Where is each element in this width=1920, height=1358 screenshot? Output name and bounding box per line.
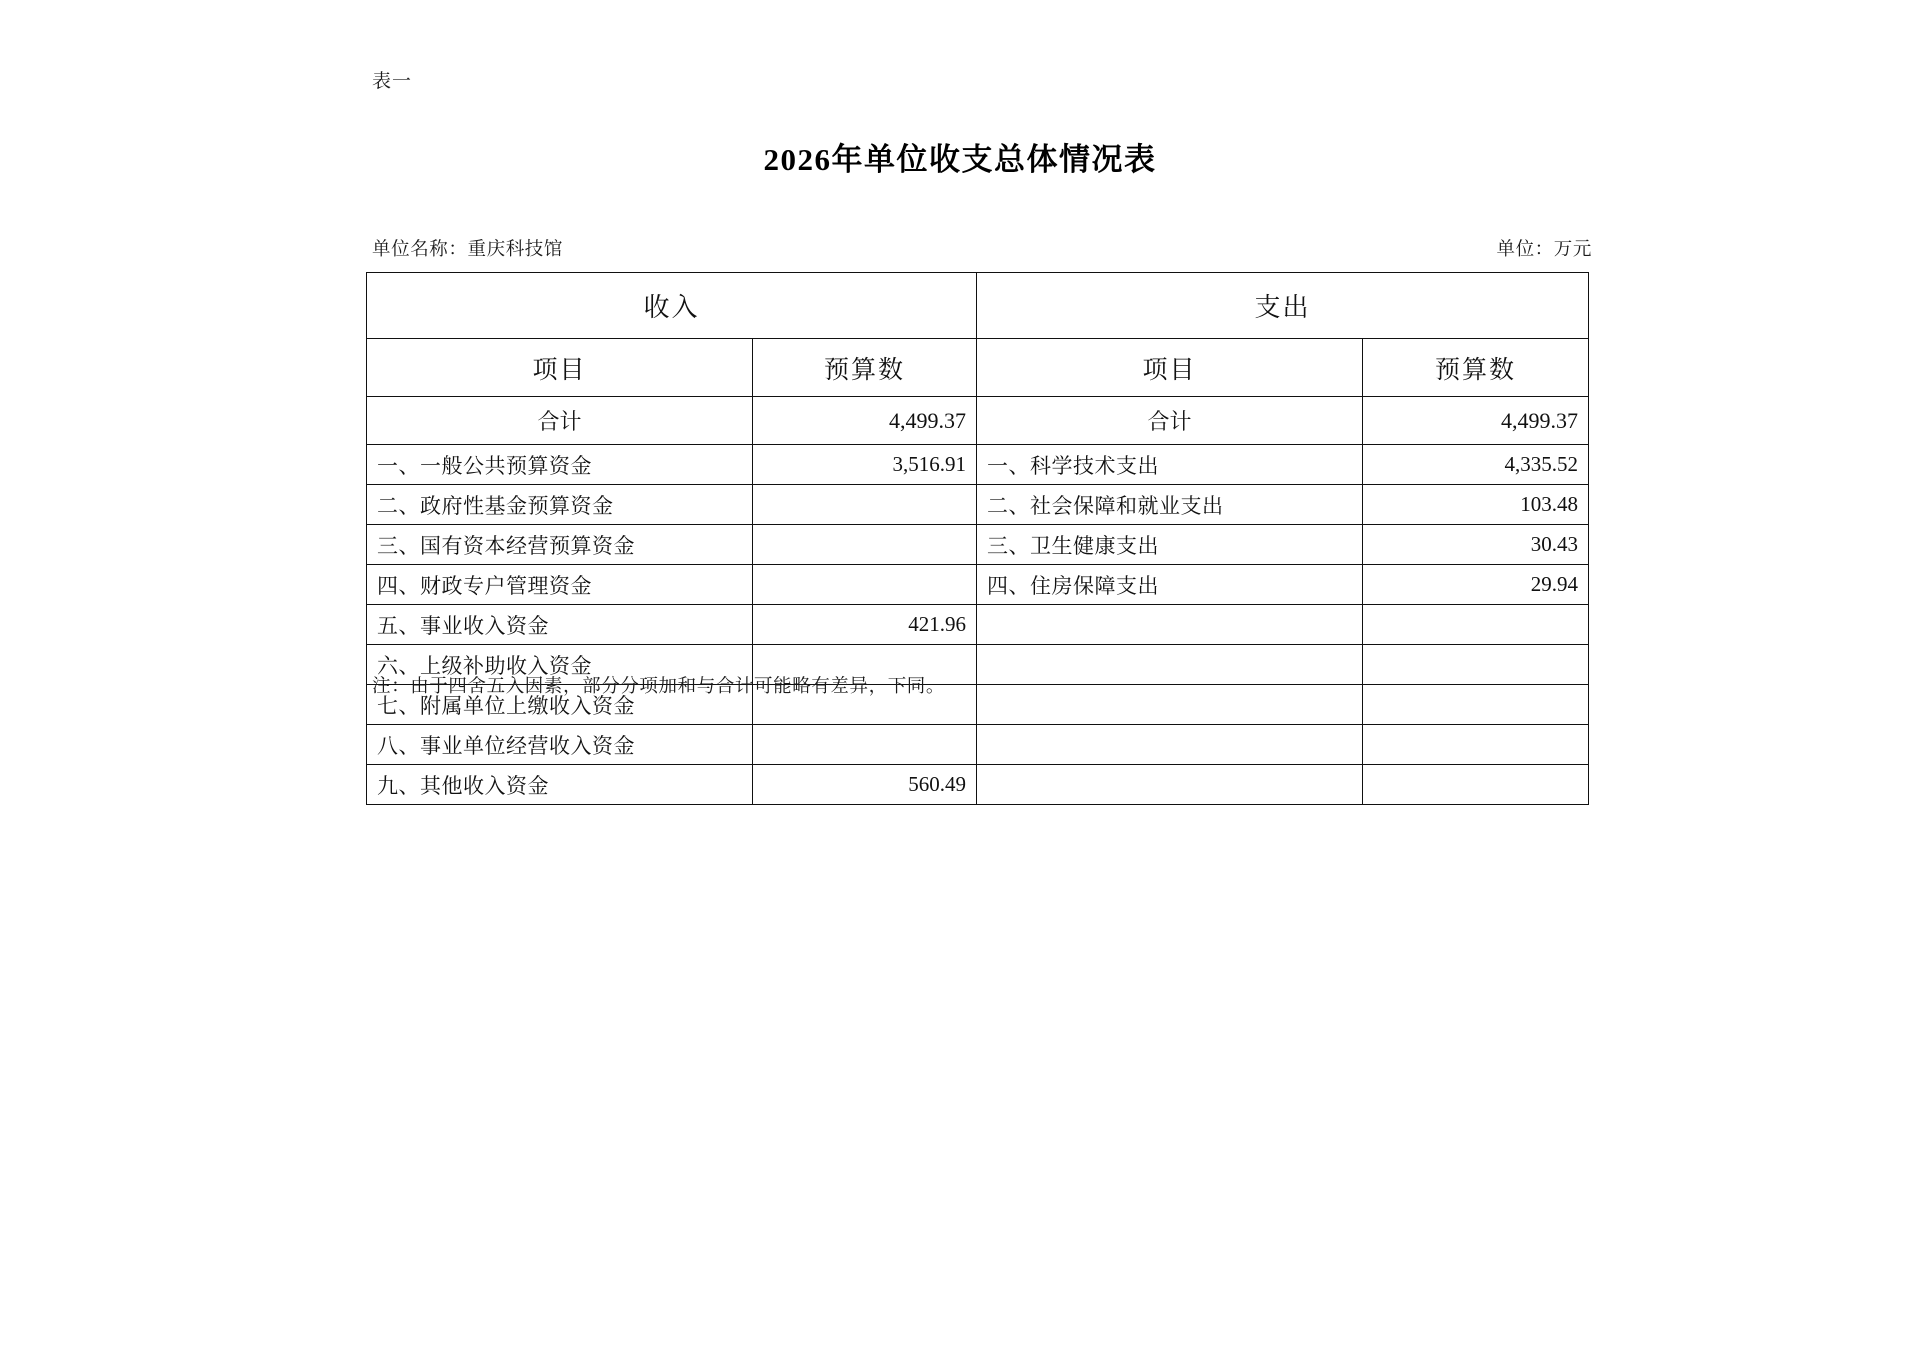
column-header-expenditure-item: 项目 xyxy=(977,339,1363,397)
expenditure-item-value: 30.43 xyxy=(1363,525,1589,565)
page-title: 2026年单位收支总体情况表 xyxy=(763,142,1157,177)
expenditure-item-label xyxy=(977,685,1363,725)
expenditure-item-value xyxy=(1363,685,1589,725)
table-row xyxy=(367,765,1589,805)
expenditure-item-label xyxy=(977,605,1363,645)
expenditure-item-value: 29.94 xyxy=(1363,565,1589,605)
income-item-value xyxy=(753,525,977,565)
expenditure-item-label xyxy=(977,725,1363,765)
table-row xyxy=(367,485,1589,525)
income-item-label: 二、政府性基金预算资金 xyxy=(367,485,753,525)
expenditure-item-value xyxy=(1363,725,1589,765)
unit-name-label: 单位名称：重庆科技馆 xyxy=(372,240,564,260)
total-expenditure-label: 合计 xyxy=(977,397,1363,445)
expenditure-item-value xyxy=(1363,605,1589,645)
income-item-label: 六、上级补助收入资金 xyxy=(367,645,753,685)
expenditure-item-label: 二、社会保障和就业支出 xyxy=(977,485,1363,525)
table-row xyxy=(367,725,1589,765)
group-header-row xyxy=(367,273,1589,339)
income-item-label: 一、一般公共预算资金 xyxy=(367,445,753,485)
sheet-label: 表一 xyxy=(372,71,413,92)
income-item-value: 3,516.91 xyxy=(753,445,977,485)
group-header-expenditure: 支出 xyxy=(977,273,1589,339)
income-item-value xyxy=(753,565,977,605)
total-income-value: 4,499.37 xyxy=(753,397,977,445)
expenditure-item-label: 一、科学技术支出 xyxy=(977,445,1363,485)
expenditure-item-label: 三、卫生健康支出 xyxy=(977,525,1363,565)
footnote: 注：由于四舍五入因素，部分分项加和与合计可能略有差异，下同。 xyxy=(372,677,946,697)
column-header-expenditure-budget: 预算数 xyxy=(1363,339,1589,397)
column-header-income-item: 项目 xyxy=(367,339,753,397)
meta-row xyxy=(372,235,1592,261)
column-header-income-budget: 预算数 xyxy=(753,339,977,397)
budget-table-body xyxy=(367,273,1589,805)
table-row xyxy=(367,445,1589,485)
amount-unit-label: 单位：万元 xyxy=(1496,240,1592,260)
income-item-value xyxy=(753,725,977,765)
expenditure-item-value: 4,335.52 xyxy=(1363,445,1589,485)
table-row xyxy=(367,605,1589,645)
expenditure-item-value xyxy=(1363,765,1589,805)
total-income-label: 合计 xyxy=(367,397,753,445)
income-item-label: 五、事业收入资金 xyxy=(367,605,753,645)
income-item-label: 八、事业单位经营收入资金 xyxy=(367,725,753,765)
total-expenditure-value: 4,499.37 xyxy=(1363,397,1589,445)
table-row xyxy=(367,565,1589,605)
expenditure-item-label: 四、住房保障支出 xyxy=(977,565,1363,605)
table-row-total xyxy=(367,397,1589,445)
income-item-label: 四、财政专户管理资金 xyxy=(367,565,753,605)
income-item-value xyxy=(753,485,977,525)
income-item-label: 九、其他收入资金 xyxy=(367,765,753,805)
column-header-row xyxy=(367,339,1589,397)
group-header-income: 收入 xyxy=(367,273,977,339)
expenditure-item-value: 103.48 xyxy=(1363,485,1589,525)
expenditure-item-value xyxy=(1363,645,1589,685)
income-item-value: 560.49 xyxy=(753,765,977,805)
income-item-label: 七、附属单位上缴收入资金 xyxy=(367,685,753,725)
table-row xyxy=(367,525,1589,565)
income-item-label: 三、国有资本经营预算资金 xyxy=(367,525,753,565)
budget-table-wrapper xyxy=(366,272,1588,805)
expenditure-item-label xyxy=(977,765,1363,805)
expenditure-item-label xyxy=(977,645,1363,685)
budget-table xyxy=(366,272,1589,805)
income-item-value: 421.96 xyxy=(753,605,977,645)
